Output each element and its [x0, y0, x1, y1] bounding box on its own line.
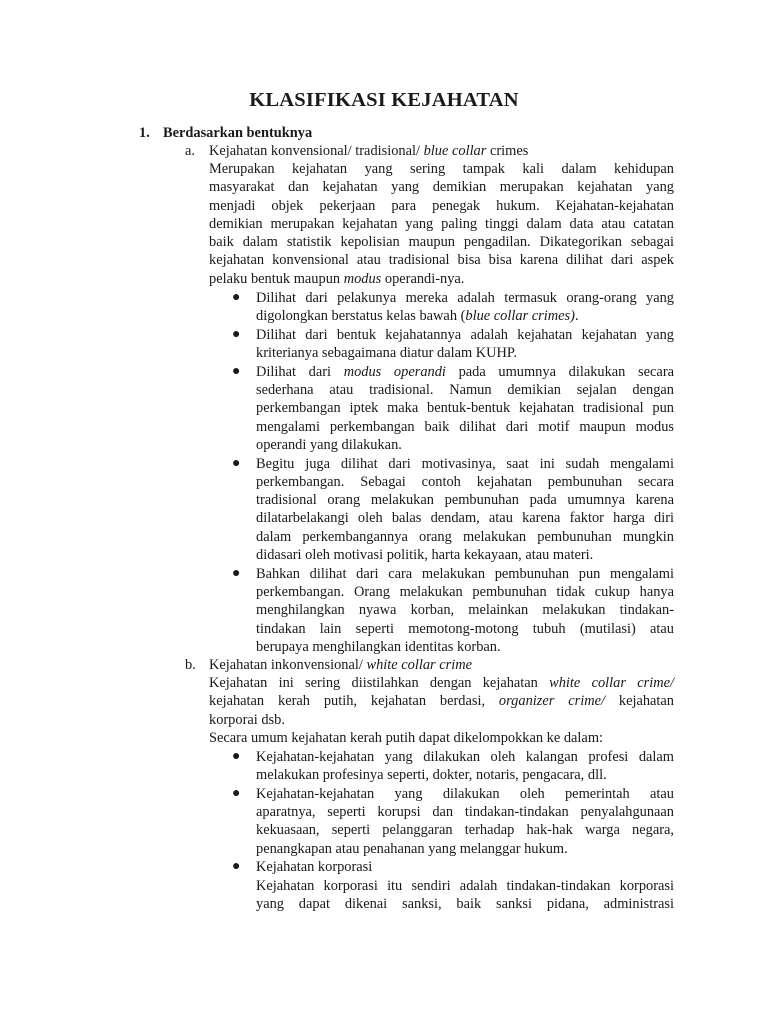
- subsection-b-heading: [185, 656, 472, 674]
- list-item: [232, 455, 674, 565]
- bullet-icon: ●: [232, 326, 241, 342]
- bullet-line: Dilihat dari bentuk kejahatannya adalah kejahatan kejahatan yang: [256, 326, 674, 343]
- paragraph-tail: kejahatan: [605, 693, 675, 710]
- bullet-line: tindakan lain seperti memotong-motong tubuh (mutilasi) atau: [256, 620, 674, 637]
- paragraph-italic: white collar crime/: [549, 675, 674, 691]
- bullet-tail: .: [574, 308, 579, 325]
- bullet-heading: Kejahatan korporasi: [256, 859, 373, 876]
- paragraph-line-last: [209, 270, 674, 288]
- subsection-a-heading-tail: crimes: [486, 143, 529, 159]
- list-item: [232, 565, 674, 656]
- bullet-line: Kejahatan-kejahatan yang dilakukan oleh pemerintah atau: [256, 785, 674, 802]
- subsection-a-heading-italic: blue collar: [423, 143, 487, 159]
- bullet-line: tradisional orang melakukan pembunuhan pada umumnya karena: [256, 492, 674, 509]
- bullet-icon: ●: [232, 363, 241, 379]
- paragraph-text: Kejahatan ini sering diistilahkan dengan kejahatan: [209, 675, 550, 691]
- section-number: 1.: [139, 125, 150, 141]
- bullet-icon: ●: [232, 785, 241, 801]
- subsection-letter: b.: [185, 657, 196, 673]
- bullet-line: yang dapat dikenai sanksi, baik sanksi pidana, administrasi: [256, 895, 674, 912]
- paragraph-line: [209, 692, 674, 710]
- paragraph-line: baik dalam statistik kepolisian maupun pengadilan. Dikategorikan sebagai: [209, 234, 674, 251]
- subsection-b-heading-italic: white collar crime: [366, 657, 472, 673]
- bullet-line: perkembangan. Orang melakukan pembunuhan tidak cukup hanya: [256, 583, 674, 600]
- paragraph-line: kejahatan konvensional atau tradisional bisa bisa karena dilihat dari aspek: [209, 252, 674, 269]
- bullet-line: Bahkan dilihat dari cara melakukan pembunuhan pun mengalami: [256, 565, 674, 582]
- section-heading-text: Berdasarkan bentuknya: [163, 125, 313, 141]
- paragraph-italic: modus: [343, 270, 382, 287]
- bullet-line: menghilangkan nyawa korban, melainkan melakukan tindakan-: [256, 602, 674, 619]
- bullet-icon: ●: [232, 290, 241, 305]
- list-item: [232, 289, 674, 326]
- bullet-icon: ●: [232, 859, 241, 875]
- list-item: [232, 363, 674, 454]
- bullet-line-last: kriterianya sebagaimana diatur dalam KUHP.: [256, 345, 517, 362]
- subsection-letter: a.: [185, 143, 195, 159]
- bullet-line: Begitu juga dilihat dari motivasinya, saat ini sudah mengalami: [256, 455, 674, 472]
- section-1-heading: [139, 124, 312, 142]
- bullet-icon: ●: [232, 565, 241, 581]
- bullet-text: Dilihat dari: [256, 363, 344, 380]
- list-item: [232, 858, 674, 913]
- paragraph-line-intro: Secara umum kejahatan kerah putih dapat dikelompokkan ke dalam:: [209, 729, 604, 746]
- bullet-line: perkembangan iptek maka bentuk-bentuk kejahatan tradisional pun: [256, 400, 674, 417]
- bullet-line: Kejahatan-kejahatan yang dilakukan oleh kalangan profesi dalam: [256, 749, 674, 765]
- subsection-b-bullet-list: [232, 748, 674, 913]
- bullet-line: dilatarbelakangi oleh balas dendam, atau karena faktor harga diri: [256, 510, 674, 527]
- bullet-line-last: melakukan profesinya seperti, dokter, notaris, pengacara, dll.: [256, 767, 607, 784]
- subsection-a-heading-text: Kejahatan konvensional/ tradisional/: [209, 143, 424, 159]
- paragraph-line: [209, 674, 674, 692]
- bullet-line: aparatnya, seperti korupsi dan tindakan-tindakan penyalahgunaan: [256, 804, 674, 821]
- subsection-a-bullet-list: [232, 289, 674, 656]
- paragraph-text: pelaku bentuk maupun: [209, 270, 344, 287]
- bullet-line-last: [256, 307, 674, 325]
- paragraph-line: Merupakan kejahatan yang sering tampak kali dalam kehidupan: [209, 161, 674, 177]
- bullet-line: dalam perkembangannya orang melakukan pembunuhan mungkin: [256, 528, 674, 545]
- bullet-icon: ●: [232, 455, 241, 471]
- paragraph-line: menjadi objek pekerjaan para penegak hukum. Kejahatan-kejahatan: [209, 197, 674, 214]
- bullet-line: Dilihat dari pelakunya mereka adalah termasuk orang-orang yang: [256, 290, 674, 306]
- paragraph-line: masyarakat dan kejahatan yang demikian merupakan kejahatan yang: [209, 179, 674, 196]
- subsection-b-heading-text: Kejahatan inkonvensional/: [209, 657, 367, 673]
- paragraph-italic: organizer crime/: [498, 693, 605, 710]
- page-title: KLASIFIKASI KEJAHATAN: [249, 89, 519, 111]
- bullet-italic: modus operandi: [343, 363, 446, 380]
- list-item: [232, 326, 674, 363]
- list-item: [232, 785, 674, 858]
- paragraph-tail: operandi-nya.: [381, 270, 465, 287]
- bullet-tail: pada umumnya dilakukan secara: [445, 363, 674, 380]
- bullet-line-last: berupaya menghilangkan identitas korban.: [256, 638, 501, 655]
- paragraph-line: demikian merupakan kejahatan yang paling tinggi dalam data atau catatan: [209, 215, 674, 232]
- subsection-a-heading: [185, 142, 528, 160]
- bullet-line-last: penangkapan atau penahanan yang melanggar hukum.: [256, 840, 568, 857]
- bullet-line: [256, 363, 674, 381]
- bullet-italic: blue collar crimes): [465, 308, 575, 325]
- paragraph-text: kejahatan kerah putih, kejahatan berdasi,: [209, 693, 499, 710]
- bullet-icon: ●: [232, 749, 241, 764]
- bullet-line: Kejahatan korporasi itu sendiri adalah tindakan-tindakan korporasi: [256, 877, 674, 894]
- subsection-a-paragraph: [209, 160, 674, 288]
- bullet-line: mengalami perkembangan baik dilihat dari motif maupun modus: [256, 418, 674, 435]
- paragraph-line-last: korporai dsb.: [209, 711, 285, 728]
- bullet-line: sederhana atau tradisional. Namun demikian sejalan dengan: [256, 382, 674, 399]
- bullet-text: digolongkan berstatus kelas bawah (: [256, 308, 466, 325]
- bullet-line-last: operandi yang dilakukan.: [256, 436, 402, 453]
- bullet-line: kekuasaan, seperti pelanggaran terhadap hak-hak warga negara,: [256, 822, 674, 839]
- bullet-line: perkembangan. Sebagai contoh kejahatan pembunuhan secara: [256, 473, 674, 490]
- subsection-b-paragraph: [209, 674, 674, 747]
- list-item: [232, 748, 674, 785]
- bullet-line-last: didasari oleh motivasi politik, harta kekayaan, atau materi.: [256, 547, 594, 564]
